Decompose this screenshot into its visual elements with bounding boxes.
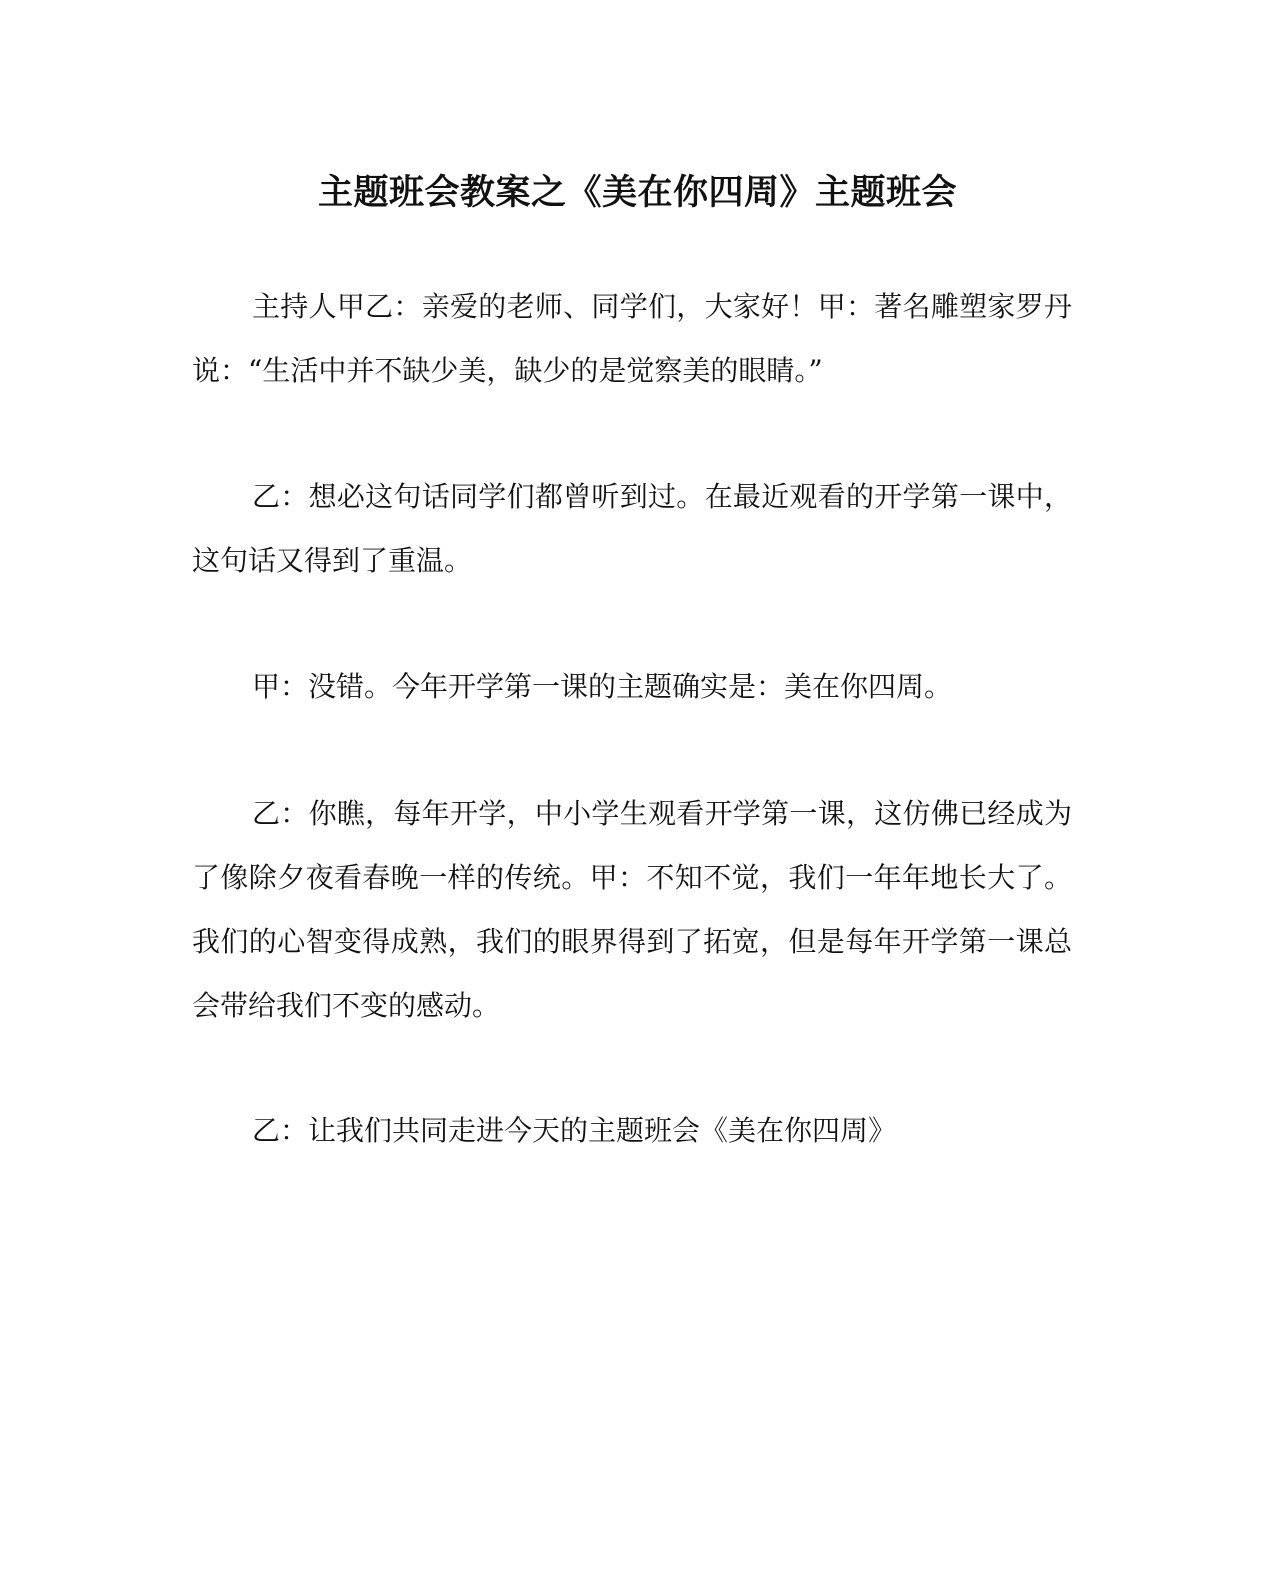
paragraph-2: 乙：想必这句话同学们都曾听到过。在最近观看的开学第一课中，这句话又得到了重温。 (192, 480, 1072, 577)
paragraph-1: 主持人甲乙：亲爱的老师、同学们，大家好！甲：著名雕塑家罗丹说：“生活中并不缺少美，缺少的是觉察美的眼睛。” (192, 290, 1072, 387)
paragraph-5: 乙：让我们共同走进今天的主题班会《美在你四周》 (252, 1114, 897, 1147)
paragraph-4: 乙：你瞧，每年开学，中小学生观看开学第一课，这仿佛已经成为了像除夕夜看春晚一样的传统。甲：不知不觉，我们一年年地长大了。我们的心智变得成熟，我们的眼界得到了拓宽，但是每年开学第一课总会带给我们不变的感动。 (192, 797, 1072, 1022)
paragraph-3: 甲：没错。今年开学第一课的主题确实是：美在你四周。 (252, 670, 953, 703)
document-title: 主题班会教案之《美在你四周》主题班会 (317, 172, 957, 213)
